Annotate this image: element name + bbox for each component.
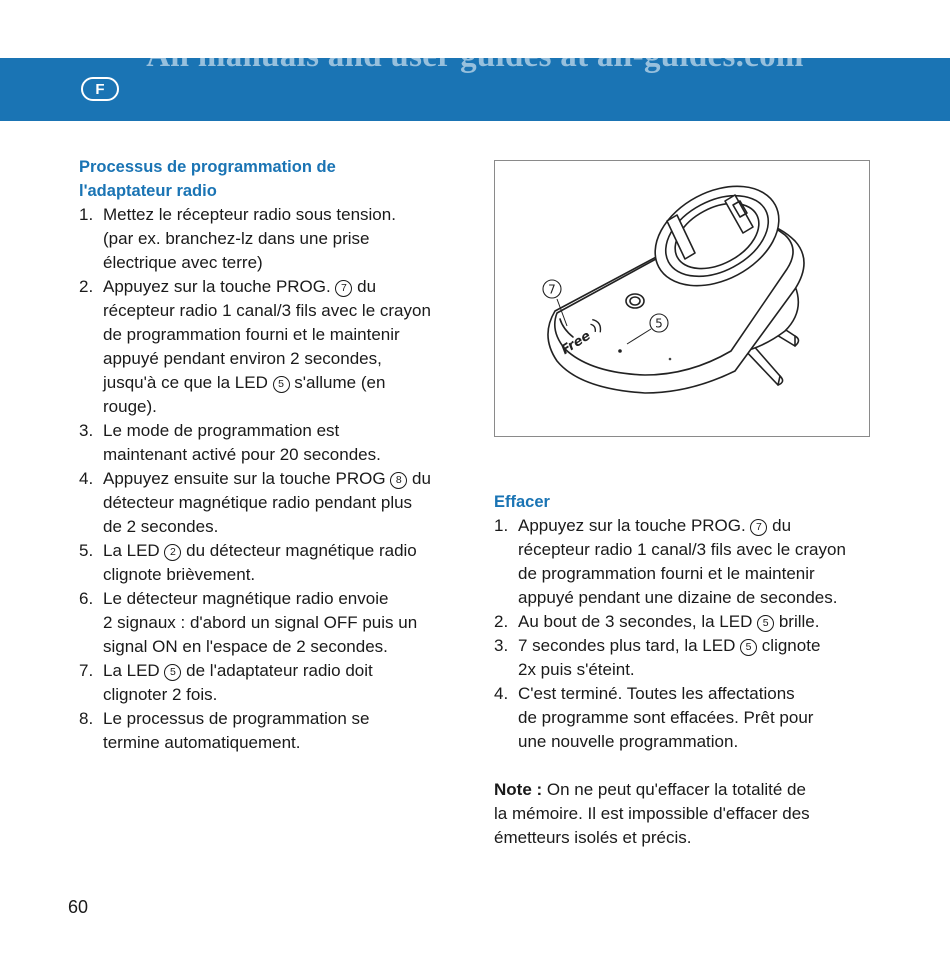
- step-text: Le processus de programmation se: [103, 709, 370, 728]
- callout-reference-number: 7: [335, 280, 352, 297]
- page-number: 60: [68, 897, 89, 917]
- step-text-line: [103, 419, 464, 443]
- note-label: Note :: [494, 780, 543, 799]
- step-text: signal ON en l'espace de 2 secondes.: [103, 637, 388, 656]
- step-text: récepteur radio 1 canal/3 fils avec le crayon: [518, 540, 846, 559]
- step-item: [79, 419, 464, 467]
- step-text: Au bout de 3 secondes, la LED: [518, 612, 758, 631]
- note-line: [494, 778, 884, 802]
- step-text: Appuyez sur la touche PROG.: [103, 277, 336, 296]
- step-text: (par ex. branchez-lz dans une prise: [103, 229, 370, 248]
- step-number: 7.: [79, 661, 94, 680]
- step-item: [79, 539, 464, 587]
- callout-prog-button: [543, 280, 561, 298]
- step-text: termine automatiquement.: [103, 733, 301, 752]
- callout-reference-number: 5: [757, 615, 774, 632]
- step-text: du: [407, 469, 431, 488]
- programming-title: [79, 155, 464, 203]
- step-text: du: [767, 516, 792, 535]
- step-number: 2.: [79, 277, 94, 296]
- step-number: 3.: [494, 636, 509, 655]
- step-text: du: [352, 277, 377, 296]
- step-text: 2 signaux : d'abord un signal OFF puis un: [103, 613, 418, 632]
- radio-adapter-illustration: [495, 161, 869, 436]
- step-text: rouge).: [103, 397, 157, 416]
- step-text-line: [518, 634, 884, 658]
- step-text: Mettez le récepteur radio sous tension.: [103, 205, 396, 224]
- step-number: 4.: [79, 469, 94, 488]
- step-text: clignoter 2 fois.: [103, 685, 218, 704]
- step-text-line: [103, 467, 464, 491]
- step-text: de l'adaptateur radio doit: [181, 661, 373, 680]
- step-number: 6.: [79, 589, 94, 608]
- step-number: 4.: [494, 684, 509, 703]
- step-text-line: [103, 443, 464, 467]
- note-text: On ne peut qu'effacer la totalité de: [542, 780, 806, 799]
- callout-reference-number: 8: [390, 472, 407, 489]
- callout-led: [650, 314, 668, 332]
- step-text-line: [103, 611, 464, 635]
- programming-title-line: Processus de programmation de: [79, 158, 336, 176]
- step-text-line: [518, 586, 884, 610]
- note-line: émetteurs isolés et précis.: [494, 828, 692, 847]
- step-item: [79, 203, 464, 275]
- svg-text:Free: Free: [558, 328, 594, 358]
- step-text: La LED: [103, 661, 165, 680]
- programming-steps-list: [79, 203, 464, 755]
- step-text: maintenant activé pour 20 secondes.: [103, 445, 381, 464]
- step-text: de programmation fourni et le maintenir: [103, 325, 400, 344]
- step-text-line: [103, 275, 464, 299]
- step-text: une nouvelle programmation.: [518, 732, 739, 751]
- step-text: de programmation fourni et le maintenir: [518, 564, 815, 583]
- step-text: 7 secondes plus tard, la LED: [518, 636, 741, 655]
- step-number: 1.: [79, 205, 94, 224]
- step-text: jusqu'à ce que la LED: [103, 373, 273, 392]
- step-text-line: [103, 539, 464, 563]
- step-text: brille.: [774, 612, 820, 631]
- step-text: Appuyez ensuite sur la touche PROG: [103, 469, 391, 488]
- step-text: Le détecteur magnétique radio envoie: [103, 589, 389, 608]
- step-text: La LED: [103, 541, 165, 560]
- step-text: du détecteur magnétique radio: [181, 541, 417, 560]
- step-text: 2x puis s'éteint.: [518, 660, 635, 679]
- language-badge: F: [81, 77, 119, 101]
- step-item: [494, 634, 884, 682]
- step-text-line: [103, 299, 464, 323]
- step-text-line: [103, 731, 464, 755]
- step-text-line: [103, 515, 464, 539]
- step-text-line: [518, 730, 884, 754]
- led-indicator: [618, 349, 622, 353]
- erase-title: Effacer: [494, 493, 550, 511]
- step-item: [494, 610, 884, 634]
- erase-steps-list: [494, 514, 884, 754]
- note-paragraph: [494, 778, 884, 850]
- callout-reference-number: 5: [164, 664, 181, 681]
- step-text-line: [518, 562, 884, 586]
- step-text-line: [103, 347, 464, 371]
- step-text-line: [103, 395, 464, 419]
- step-text-line: [103, 227, 464, 251]
- step-text-line: [518, 682, 884, 706]
- step-text-line: [518, 658, 884, 682]
- svg-text:5: 5: [655, 316, 663, 331]
- erase-section: [494, 490, 884, 850]
- step-text-line: [103, 323, 464, 347]
- step-text: récepteur radio 1 canal/3 fils avec le crayon: [103, 301, 431, 320]
- step-text-line: [103, 563, 464, 587]
- step-text: de programme sont effacées. Prêt pour: [518, 708, 814, 727]
- step-text: Appuyez sur la touche PROG.: [518, 516, 751, 535]
- note-line: la mémoire. Il est impossible d'effacer des: [494, 804, 810, 823]
- watermark: All manuals and user guides at all-guides.com: [146, 38, 804, 74]
- step-text: Le mode de programmation est: [103, 421, 340, 440]
- step-number: 2.: [494, 612, 509, 631]
- step-text: électrique avec terre): [103, 253, 263, 272]
- callout-reference-number: 7: [750, 519, 767, 536]
- step-number: 3.: [79, 421, 94, 440]
- programming-section: [79, 155, 464, 755]
- step-item: [79, 707, 464, 755]
- step-text: détecteur magnétique radio pendant plus: [103, 493, 413, 512]
- step-text: clignote: [757, 636, 821, 655]
- device-illustration: [494, 160, 870, 437]
- step-text-line: [103, 707, 464, 731]
- step-item: [494, 514, 884, 610]
- callout-reference-number: 5: [273, 376, 290, 393]
- step-text: clignote brièvement.: [103, 565, 256, 584]
- programming-title-line: l'adaptateur radio: [79, 182, 217, 200]
- step-text: C'est terminé. Toutes les affectations: [518, 684, 795, 703]
- step-text: de 2 secondes.: [103, 517, 219, 536]
- step-item: [79, 587, 464, 659]
- step-text-line: [103, 683, 464, 707]
- step-text-line: [518, 514, 884, 538]
- step-item: [79, 275, 464, 419]
- step-item: [79, 659, 464, 707]
- callout-reference-number: 2: [164, 544, 181, 561]
- step-text-line: [103, 635, 464, 659]
- step-text-line: [103, 491, 464, 515]
- step-text-line: [518, 706, 884, 730]
- step-text-line: [103, 587, 464, 611]
- step-text-line: [103, 659, 464, 683]
- step-number: 8.: [79, 709, 94, 728]
- step-text-line: [103, 371, 464, 395]
- step-text-line: [103, 251, 464, 275]
- step-text-line: [103, 203, 464, 227]
- step-text: s'allume (en: [289, 373, 386, 392]
- callout-reference-number: 5: [740, 639, 757, 656]
- step-item: [79, 467, 464, 539]
- svg-text:7: 7: [548, 282, 556, 297]
- step-text-line: [518, 610, 884, 634]
- step-item: [494, 682, 884, 754]
- step-text: appuyé pendant environ 2 secondes,: [103, 349, 382, 368]
- step-text: appuyé pendant une dizaine de secondes.: [518, 588, 838, 607]
- step-text-line: [518, 538, 884, 562]
- step-number: 5.: [79, 541, 94, 560]
- step-number: 1.: [494, 516, 509, 535]
